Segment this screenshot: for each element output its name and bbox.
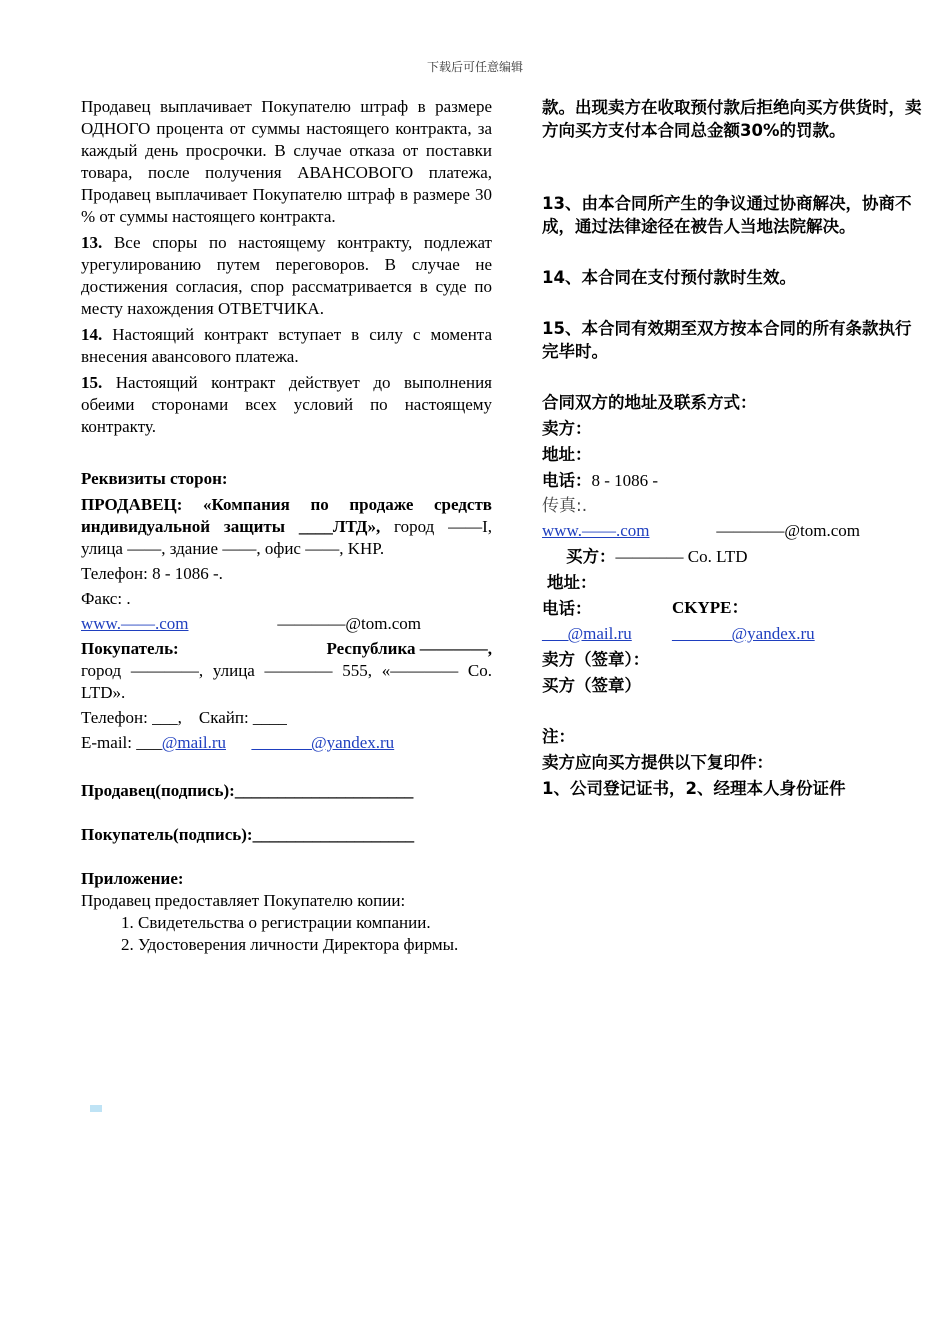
clause-14-cn: 14、本合同在支付预付款时生效。	[542, 268, 796, 287]
clause-13-number: 13.	[81, 233, 103, 252]
requisites-title: Реквизиты сторон:	[81, 469, 228, 488]
seller-web-row	[81, 613, 421, 635]
buyer-signature-cn: 买方（签章）	[542, 676, 641, 695]
seller-address: город ——I, улица ——, здание ——, офис ——, KHP.	[81, 517, 492, 558]
yandex-link-cn[interactable]	[672, 623, 815, 645]
buyer-row-cn	[542, 545, 922, 568]
email-links-row-cn	[542, 623, 922, 645]
buyer-republic: Республика ————,	[326, 639, 492, 658]
annex-title: Приложение:	[81, 869, 184, 888]
note-items-cn: 1、公司登记证书，2、经理本人身份证件	[542, 779, 846, 798]
annex-list	[81, 912, 492, 956]
page-header: 下载后可任意编辑	[426, 60, 523, 74]
clause-14	[81, 324, 492, 368]
buyer-email-label: E-mail: ___	[81, 733, 162, 752]
phone-row-cn	[542, 469, 922, 492]
buyer-value-cn: ———— Co. LTD	[615, 547, 748, 566]
mail-link-cn[interactable]	[542, 623, 672, 645]
russian-column	[81, 96, 492, 956]
clause-15-cn: 15、本合同有效期至双方按本合同的所有条款执行完毕时。	[542, 319, 912, 361]
address-label-cn: 地址：	[542, 445, 592, 464]
annex-item: 2. Удостоверения личности Директора фирмы.	[138, 934, 492, 956]
yandex-prefix-cn: _______	[672, 624, 732, 643]
buyer-email-row	[81, 732, 492, 754]
buyer-label-cn: 买方：	[566, 547, 616, 566]
seller-details	[81, 494, 492, 560]
buyer-signature: Покупатель(подпись):___________________	[81, 825, 415, 844]
clause-14-text: Настоящий контракт вступает в силу с момента внесения авансового платежа.	[81, 325, 492, 366]
seller-label-cn: 卖方：	[542, 419, 592, 438]
yandex-address-cn: @yandex.ru	[731, 624, 815, 643]
web-row-cn	[542, 520, 860, 542]
contacts-title: 合同双方的地址及联系方式：	[542, 393, 757, 412]
seller-label: ПРОДАВЕЦ: «Компания по продаже средств индивидуальной защиты ____ЛТД»,	[81, 495, 492, 536]
note-text-cn: 卖方应向买方提供以下复印件：	[542, 753, 773, 772]
seller-signature-cn: 卖方（签章）：	[542, 650, 650, 669]
penalty-clause-cn: 款。出现卖方在收取预付款后拒绝向买方供货时，卖方向买方支付本合同总金额30%的罚款。	[542, 98, 922, 140]
buyer-phone-cn: 电话：	[542, 599, 592, 618]
phone-value-cn: 8 - 1086 -	[591, 471, 659, 490]
seller-phone: Телефон: 8 - 1086 -.	[81, 564, 223, 583]
buyer-address-cn: 地址：	[547, 573, 597, 592]
website-link-cn[interactable]: www.——.com	[542, 521, 650, 540]
clause-15-number: 15.	[81, 373, 103, 392]
annex-text: Продавец предоставляет Покупателю копии:	[81, 891, 406, 910]
seller-email: ————@tom.com	[277, 614, 421, 633]
buyer-skype: Скайп: ____	[198, 708, 287, 727]
skype-label-cn: CKYPE：	[672, 598, 749, 617]
email-cn: ————@tom.com	[716, 521, 860, 540]
seller-website-link[interactable]: www.——.com	[81, 614, 189, 633]
text-cursor-marker	[90, 1105, 102, 1112]
fax-label-cn: 传真:.	[542, 496, 588, 516]
clause-13	[81, 232, 492, 320]
seller-signature: Продавец(подпись):_____________________	[81, 781, 414, 800]
clause-13-cn: 13、由本合同所产生的争议通过协商解决，协商不成，通过法律途径在被告人当地法院解决。	[542, 194, 912, 236]
phone-label-cn: 电话：	[542, 471, 592, 490]
buyer-yandex-address: @yandex.ru	[311, 733, 395, 752]
annex-item: 1. Свидетельства о регистрации компании.	[138, 912, 492, 934]
buyer-mail-link[interactable]: @mail.ru	[161, 733, 227, 752]
mail-prefix-cn: ___	[542, 624, 568, 643]
clause-13-text: Все споры по настоящему контракту, подлежат урегулированию путем переговоров. В случае не достижения согласия, спор рассматривается в суде по месту нахождения ОТВЕТЧИКА.	[81, 233, 492, 318]
chinese-column	[542, 96, 922, 800]
clause-15-text: Настоящий контракт действует до выполнения обеими сторонами всех условий по настоящему контракту.	[81, 373, 492, 436]
note-title-cn: 注：	[542, 727, 575, 746]
buyer-phone: Телефон: ___,	[81, 708, 182, 727]
buyer-head-row	[81, 638, 492, 660]
buyer-yandex-link[interactable]	[252, 733, 395, 752]
buyer-phone-row	[81, 707, 492, 729]
mail-address-cn: @mail.ru	[567, 624, 632, 643]
buyer-address: город ————, улица ———— 555, «———— Co. LTD».	[81, 661, 492, 702]
buyer-yandex-prefix: _______	[251, 733, 312, 752]
buyer-phone-row-cn	[542, 597, 922, 620]
penalty-clause: Продавец выплачивает Покупателю штраф в размере ОДНОГО процента от суммы настоящего контракта, за каждый день просрочки. В случае отказа от поставки товара, после получения АВАНСОВОГО платежа, Продавец выплачивает Покупателю штраф в размере 30 % от суммы настоящего контракта.	[81, 97, 492, 226]
clause-15	[81, 372, 492, 438]
clause-14-number: 14.	[81, 325, 103, 344]
seller-fax: Факс: .	[81, 589, 131, 608]
buyer-label: Покупатель:	[81, 639, 179, 658]
